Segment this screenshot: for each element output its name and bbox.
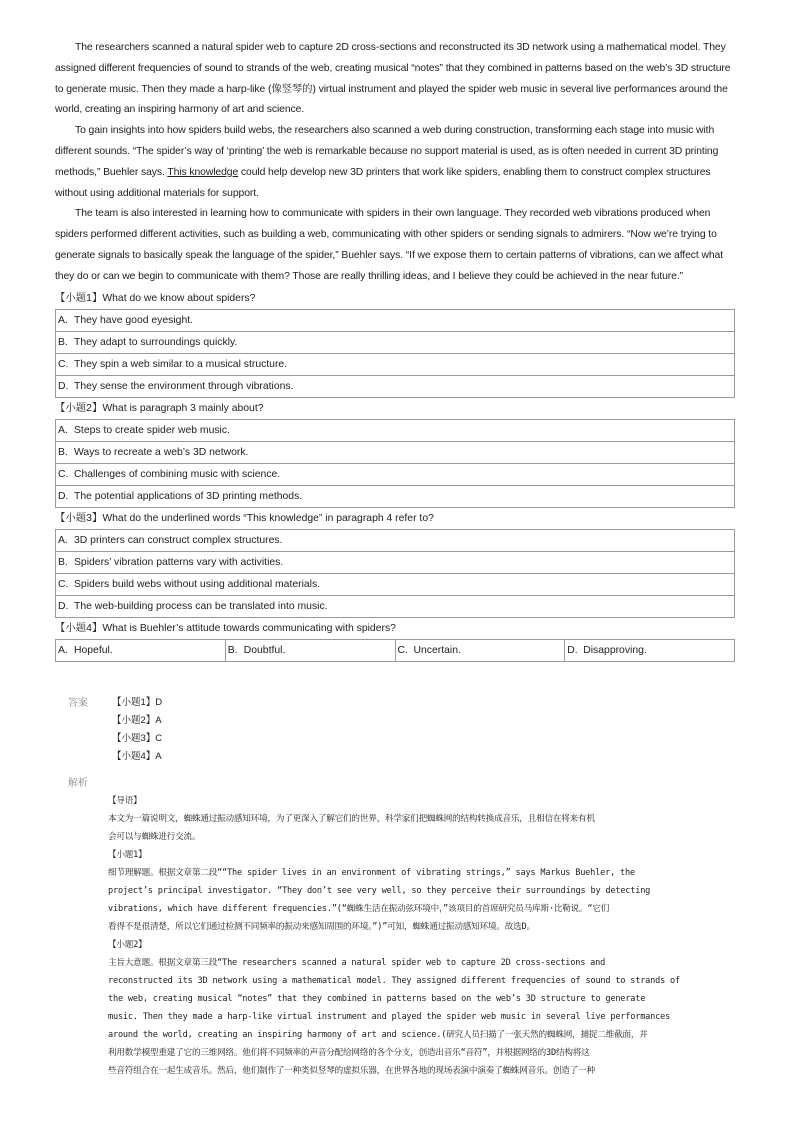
answer-list (112, 694, 162, 766)
answer-item: 【小题3】C (112, 733, 163, 744)
question-4-option-a[interactable]: A. Hopeful. (58, 644, 113, 656)
analysis-line: 【小题2】 (108, 940, 147, 950)
question-1-option-d[interactable]: D. They sense the environment through vibrations. (56, 375, 734, 397)
analysis-line: vibrations, which have different frequencies.”(“蜘蛛生活在振动弦环境中，”该项目的首席研究员马库斯·比勒说。“它们 (108, 904, 610, 914)
question-3-option-a[interactable]: A. 3D printers can construct complex structures. (58, 534, 283, 546)
question-1-options (55, 309, 735, 398)
reading-passage (55, 38, 735, 662)
question-3-option-c[interactable]: C. Spiders build webs without using additional materials. (56, 573, 734, 595)
analysis-line: 【导语】 (108, 796, 142, 806)
analysis-line: 利用数学模型重建了它的三维网络。他们将不同频率的声音分配给网络的各个分支，创造出音乐“音符”，并根据网络的3D结构将这 (108, 1048, 590, 1058)
question-1-option-c[interactable]: C. They spin a web similar to a musical structure. (56, 353, 734, 375)
question-2-head: 【小题2】What is paragraph 3 mainly about? (55, 402, 264, 414)
analysis-line: project’s principal investigator. “They don’t see very well, so they perceive their surroundings by detecting (108, 886, 651, 896)
paragraph-3: The team is also interested in learning how to communicate with spiders in their own language. They recorded web vibrations produced when spiders performed different activities, such as building a web, communicating with other spiders or sending signals to admirers. “Now we’re trying to generate signals to basically speak the language of the spider,” Buehler says. “If we expose them to certain patterns of vibrations, can we affect what they do or can we begin to communicate with them? Those are really thrilling ideas, and I believe they could be achieved in the near future.” (55, 208, 723, 282)
analysis-line: the web, creating musical “notes” that they combined in patterns based on the web’s 3D structure to generate (108, 994, 646, 1004)
analysis-line: 细节理解题。根据文章第二段““The spider lives in an environment of vibrating strings,” says Markus Buehler, the (108, 868, 635, 878)
analysis-line: music. Then they made a harp-like virtual instrument and played the spider web music in several live performances (108, 1012, 671, 1022)
question-1-option-a[interactable]: A. They have good eyesight. (58, 314, 193, 326)
analysis-line: 【小题1】 (108, 850, 147, 860)
question-4-head: 【小题4】What is Buehler’s attitude towards communicating with spiders? (55, 622, 396, 634)
question-2-option-b[interactable]: B. Ways to recreate a web’s 3D network. (56, 441, 734, 463)
answer-item: 【小题2】A (112, 715, 162, 726)
analysis-line: 会可以与蜘蛛进行交流。 (108, 832, 201, 842)
question-2-option-d[interactable]: D. The potential applications of 3D printing methods. (56, 485, 734, 507)
question-3-options (55, 529, 735, 618)
analysis-line: 些音符组合在一起生成音乐。然后，他们制作了一种类似竖琴的虚拟乐器，在世界各地的现场表演中演奏了蜘蛛网音乐。创造了一种 (108, 1066, 595, 1076)
underlined-this-knowledge: This knowledge (167, 166, 239, 178)
paragraph-1: The researchers scanned a natural spider web to capture 2D cross-sections and reconstructed its 3D network using a mathematical model. They assigned different frequencies of sound to strands of the web, creating musical “notes” that they combined in patterns based on the web’s 3D structure to generate music. Then they made a harp-like (像竖琴的) virtual instrument and played the spider web music in several live performances around the world, creating an inspiring harmony of art and science. (55, 42, 731, 116)
answer-item: 【小题1】D (112, 697, 163, 708)
question-1-option-b[interactable]: B. They adapt to surroundings quickly. (56, 331, 734, 353)
analysis-label: 解析 (68, 778, 88, 789)
answer-label: 答案 (68, 698, 88, 709)
analysis-body (108, 792, 728, 1080)
question-2-option-a[interactable]: A. Steps to create spider web music. (58, 424, 230, 436)
analysis-line: 本文为一篇说明文，蜘蛛通过振动感知环境，为了更深入了解它们的世界，科学家们把蜘蛛网的结构转换成音乐，且相信在将来有机 (108, 814, 595, 824)
question-4-options (55, 639, 735, 662)
paragraph-2-after: could help develop new 3D printers that work like spiders, enabling them to construct complex structures without using additional materials for support. (55, 166, 711, 199)
question-2-options (55, 419, 735, 508)
analysis-line: around the world, creating an inspiring harmony of art and science.(研究人员扫描了一张天然的蜘蛛网，捕捉二维截面，并 (108, 1030, 648, 1040)
question-3-option-b[interactable]: B. Spiders’ vibration patterns vary with activities. (56, 551, 734, 573)
answer-item: 【小题4】A (112, 751, 162, 762)
question-4-option-b[interactable]: B. Doubtful. (225, 640, 395, 661)
question-3-option-d[interactable]: D. The web-building process can be translated into music. (56, 595, 734, 617)
analysis-line: reconstructed its 3D network using a mathematical model. They assigned different frequencies of sound to strands of (108, 976, 680, 986)
question-4-option-d[interactable]: D. Disapproving. (564, 640, 734, 661)
question-2-option-c[interactable]: C. Challenges of combining music with science. (56, 463, 734, 485)
analysis-line: 主旨大意题。根据文章第三段“The researchers scanned a natural spider web to capture 2D cross-sections and (108, 958, 606, 968)
analysis-line: 看得不是很清楚，所以它们通过检测不同频率的振动来感知周围的环境。”)”可知，蜘蛛通过振动感知环境。故选D。 (108, 922, 535, 932)
question-4-option-c[interactable]: C. Uncertain. (395, 640, 565, 661)
paragraph-2 (55, 121, 735, 204)
question-3-head: 【小题3】What do the underlined words “This knowledge” in paragraph 4 refer to? (55, 512, 434, 524)
question-1-head: 【小题1】What do we know about spiders? (55, 292, 256, 304)
paragraph-2-before: To gain insights into how spiders build webs, the researchers also scanned a web during construction, transforming each stage into music with different sounds. “The spider’s way of ‘printing’ the web is remarkable because no support material is used, as is often needed in current 3D printing methods,” Buehler says. (55, 125, 719, 178)
